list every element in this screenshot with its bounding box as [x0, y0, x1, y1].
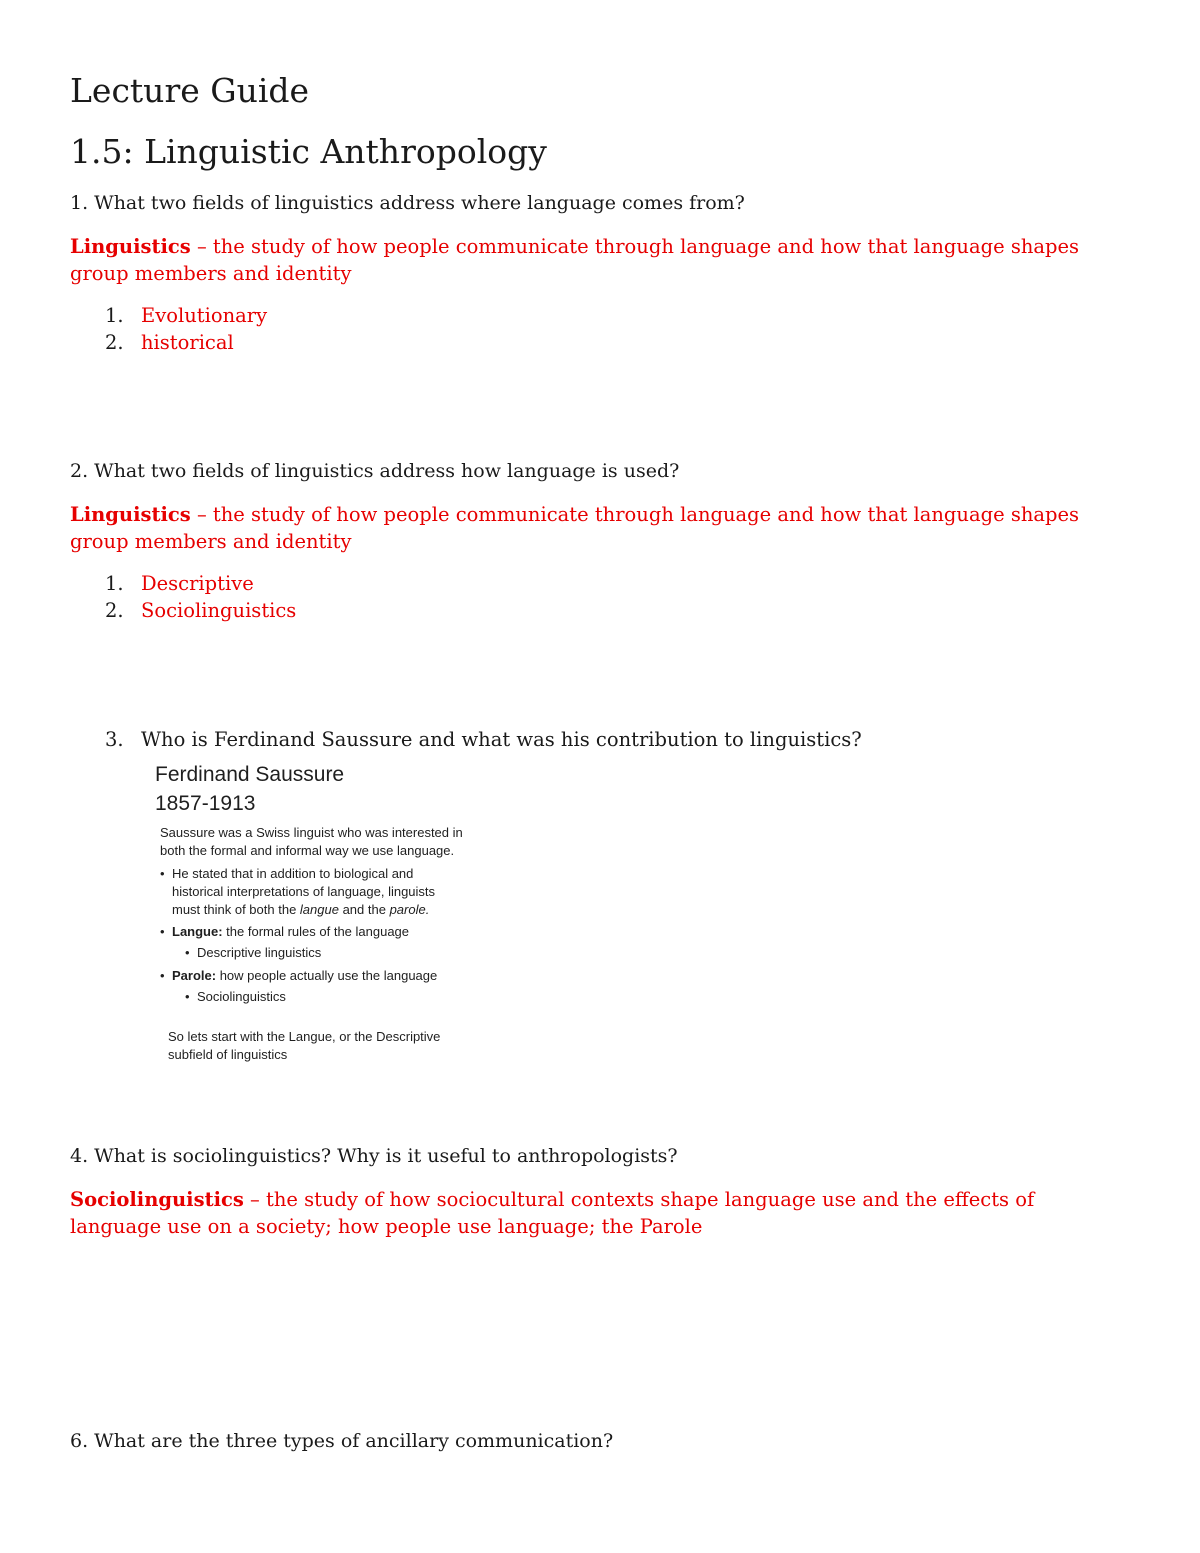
- answer-2-definition: – the study of how people communicate through language and how that language shapes group members and identity: [70, 503, 1080, 553]
- list-item-text: Evolutionary: [141, 304, 268, 327]
- question-6: 6. What are the three types of ancillary communication?: [70, 1430, 614, 1452]
- slide-dates: 1857-1913: [155, 792, 256, 815]
- list-item: [105, 302, 267, 329]
- answer-4-definition: – the study of how sociocultural contexts shape language use and the effects of language use on a society; how people use language; the Parole: [70, 1188, 1035, 1238]
- slide-closing-line: subfield of linguistics: [168, 1047, 288, 1062]
- list-item: [105, 570, 254, 597]
- slide-title: Ferdinand Saussure: [155, 763, 345, 786]
- slide-sub-bullet: • Sociolinguistics: [197, 988, 286, 1006]
- question-1: 1. What two fields of linguistics address where language comes from?: [70, 192, 745, 214]
- list-item-number: 1.: [105, 572, 124, 595]
- list-item: [105, 597, 296, 624]
- slide-langue-label: Langue:: [172, 924, 223, 939]
- slide-bullet: • He stated that in addition to biological and: [172, 865, 413, 883]
- answer-1: [70, 233, 1130, 287]
- slide-langue-term: langue: [299, 902, 339, 917]
- slide-bullet: [172, 923, 409, 941]
- slide-bullet: [172, 967, 437, 985]
- list-item-number: 2.: [105, 599, 124, 622]
- list-item-text: Descriptive: [141, 572, 254, 595]
- answer-2: [70, 501, 1130, 555]
- slide-sub-bullet: • Descriptive linguistics: [197, 944, 321, 962]
- slide-text: the formal rules of the language: [222, 924, 410, 939]
- answer-2-term: Linguistics: [70, 503, 191, 526]
- answer-4-term: Sociolinguistics: [70, 1188, 244, 1211]
- slide-text: how people actually use the language: [216, 968, 438, 983]
- saussure-slide-image: [155, 760, 515, 1070]
- slide-parole-label: Parole:: [172, 968, 217, 983]
- question-2: 2. What two fields of linguistics address how language is used?: [70, 460, 680, 482]
- question-3-number: 3.: [105, 728, 124, 751]
- list-item-text: Sociolinguistics: [141, 599, 297, 622]
- document-subtitle: 1.5: Linguistic Anthropology: [70, 132, 547, 171]
- answer-1-definition: – the study of how people communicate through language and how that language shapes group members and identity: [70, 235, 1080, 285]
- slide-parole-term: parole.: [389, 902, 430, 917]
- slide-text: must think of both the: [172, 902, 300, 917]
- slide-text: and the: [338, 902, 390, 917]
- slide-bullet-line: historical interpretations of language, linguists: [172, 884, 436, 899]
- list-item-text: historical: [141, 331, 234, 354]
- question-4: 4. What is sociolinguistics? Why is it useful to anthropologists?: [70, 1145, 678, 1167]
- question-3: [105, 726, 862, 753]
- slide-closing-line: So lets start with the Langue, or the Descriptive: [168, 1029, 441, 1044]
- list-item: [105, 329, 234, 356]
- list-item-number: 1.: [105, 304, 124, 327]
- document-title: Lecture Guide: [70, 71, 310, 110]
- list-item-number: 2.: [105, 331, 124, 354]
- question-3-text: Who is Ferdinand Saussure and what was his contribution to linguistics?: [141, 728, 862, 751]
- slide-intro-line: Saussure was a Swiss linguist who was interested in: [160, 825, 463, 840]
- answer-1-term: Linguistics: [70, 235, 191, 258]
- slide-bullet-line: [172, 901, 429, 919]
- answer-4: [70, 1186, 1130, 1240]
- slide-intro-line: both the formal and informal way we use language.: [160, 843, 455, 858]
